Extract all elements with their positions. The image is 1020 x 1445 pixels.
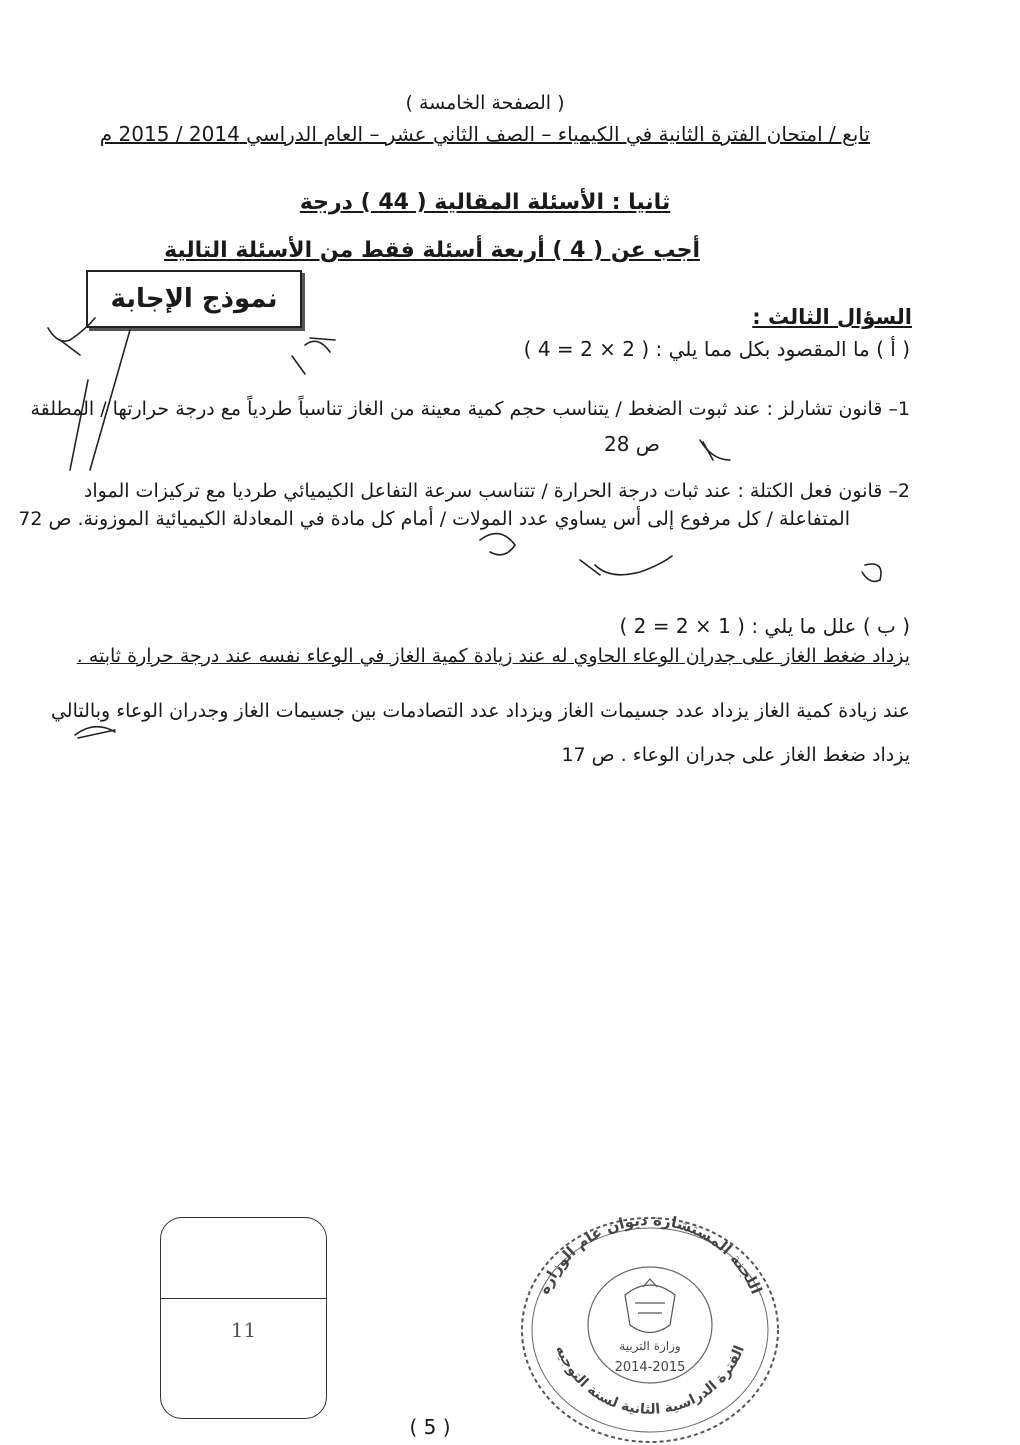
part-b-label: ( ب ) علل ما يلي : ( 1 × 2 = 2 ) (619, 614, 910, 638)
score-value: 11 (230, 1318, 257, 1342)
official-stamp (515, 1195, 785, 1445)
stamp-bottom-text: الفترة الدراسية الثانية لسنة التوجيه (552, 1343, 748, 1418)
score-divider (161, 1298, 326, 1299)
emblem-icon (625, 1279, 675, 1333)
part-a-label: ( أ ) ما المقصود بكل مما يلي : ( 2 × 2 = 4 ) (523, 337, 910, 361)
exam-header: تابع / امتحان الفترة الثانية في الكيمياء – الصف الثاني عشر – العام الدراسي 2014 / 2015 م (99, 122, 870, 146)
answer-b-line1: يزداد ضغط الغاز على جدران الوعاء الحاوي له عند زيادة كمية الغاز في الوعاء نفسه عند درجة حرارة ثابته . (76, 645, 910, 667)
stamp-top-text: اللجنة المستشارة ديوان عام الوزارة (534, 1210, 766, 1297)
answer-a1-line1: 1– قانون تشارلز : عند ثبوت الضغط / يتناسب حجم كمية معينة من الغاز تناسباً طردياً مع درجة حرارتها / المطلقة (30, 398, 910, 420)
question-title (600, 305, 912, 329)
model-answer-box (86, 270, 302, 328)
score-box (160, 1217, 327, 1419)
answer-b-line3: يزداد ضغط الغاز على جدران الوعاء . ص 17 (561, 744, 910, 766)
stamp-year: 2014-2015 (614, 1360, 686, 1375)
footer-page-number: ( 5 ) (409, 1415, 451, 1439)
answer-a2-line1: 2– قانون فعل الكتلة : عند ثبات درجة الحرارة / تتناسب سرعة التفاعل الكيميائي طرديا مع تركيزات المواد (83, 480, 910, 502)
instruction: أجب عن ( 4 ) أربعة أسئلة فقط من الأسئلة التالية (164, 238, 700, 263)
stamp-ministry-text: وزارة التربية (619, 1339, 681, 1353)
question-title-text: السؤال الثالث : (752, 305, 912, 329)
model-answer-label: نموذج الإجابة (110, 284, 278, 314)
section-title: ثانيا : الأسئلة المقالية ( 44 ) درجة (299, 190, 671, 215)
page-label: ( الصفحة الخامسة ) (405, 92, 565, 114)
answer-a1-reference: ص 28 (604, 432, 660, 456)
answer-a2-line2: المتفاعلة / كل مرفوع إلى أس يساوي عدد المولات / أمام كل مادة في المعادلة الكيميائية الموزونة. ص 72 (18, 508, 850, 530)
answer-b-line2: عند زيادة كمية الغاز يزداد عدد جسيمات الغاز ويزداد عدد التصادمات بين جسيمات الغاز وجدران الوعاء وبالتالي (50, 700, 910, 722)
